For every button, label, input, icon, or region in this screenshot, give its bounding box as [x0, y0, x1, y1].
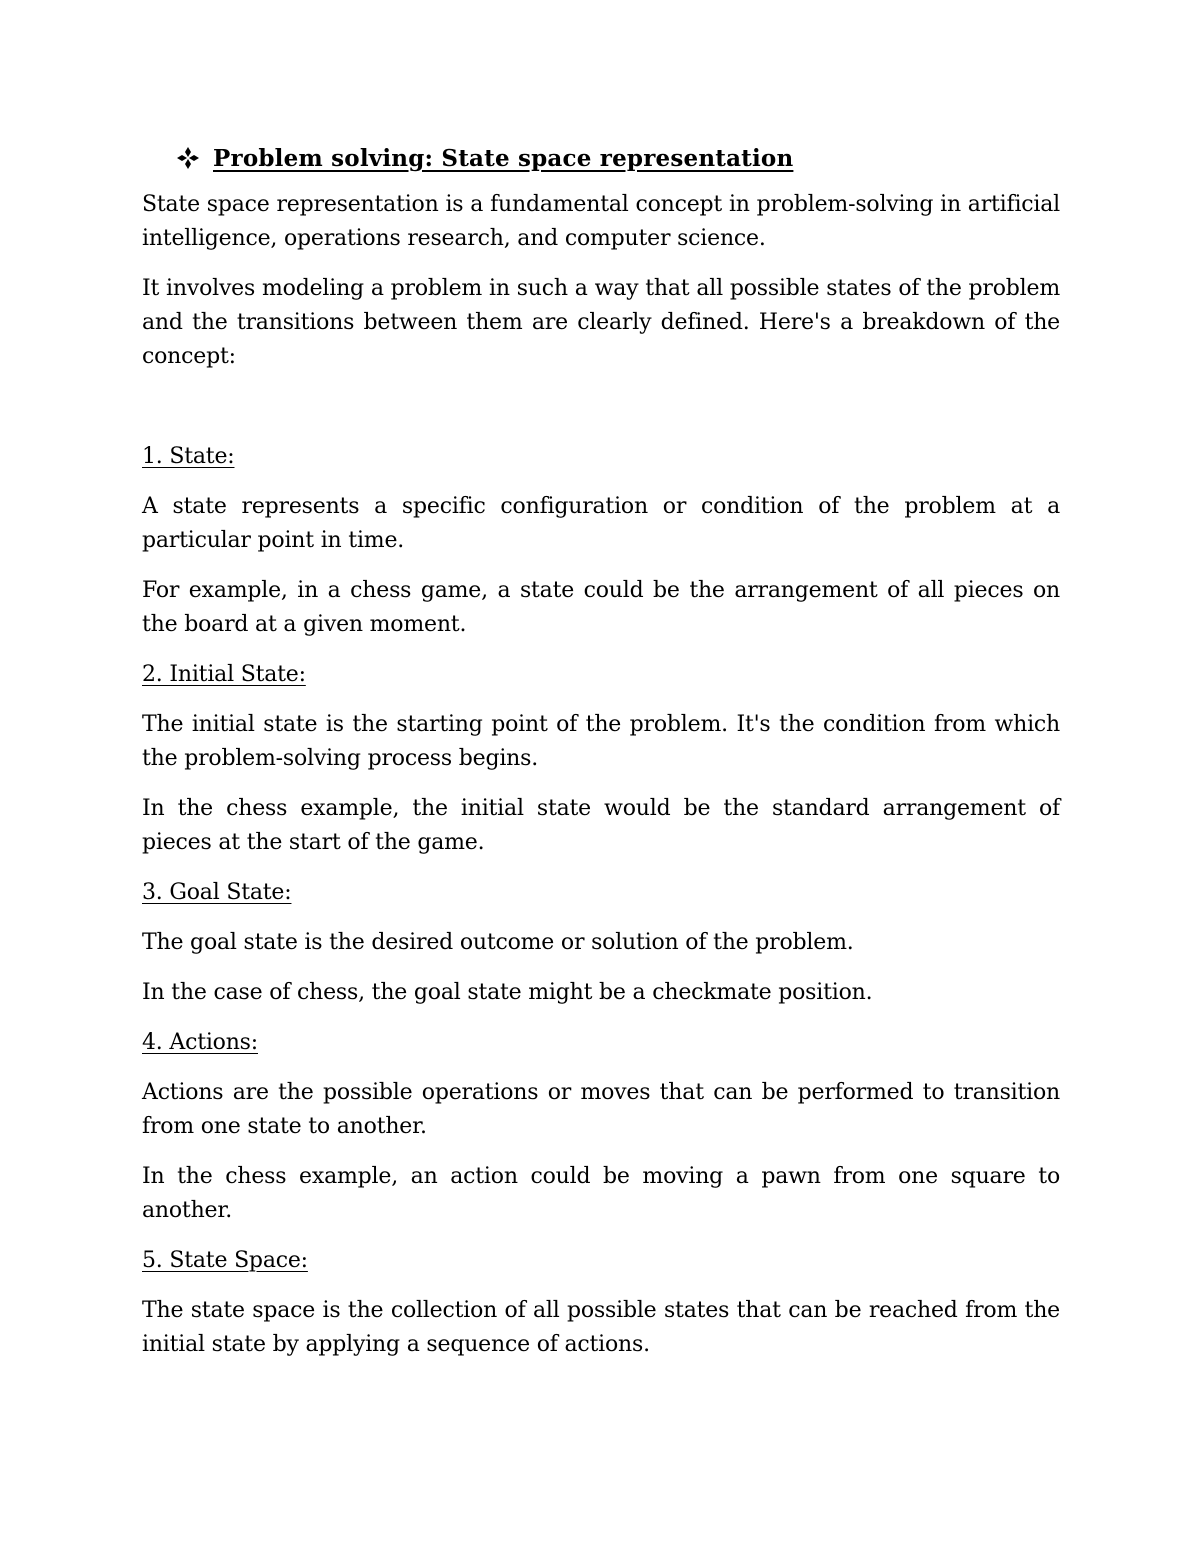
- section-actions-paragraph-2: In the chess example, an action could be moving a pawn from one square to another.: [142, 1164, 1060, 1223]
- section-state-paragraph-2: For example, in a chess game, a state could be the arrangement of all pieces on the board at a given moment.: [142, 578, 1060, 637]
- blank-line: [142, 390, 1060, 440]
- section-heading-state-space: 5. State Space:: [142, 1248, 308, 1273]
- section-initial-state-paragraph-1: The initial state is the starting point of the problem. It's the condition from which the problem-solving process begins.: [142, 712, 1060, 771]
- section-goal-state-paragraph-2: In the case of chess, the goal state might be a checkmate position.: [142, 980, 873, 1005]
- section-heading-actions: 4. Actions:: [142, 1030, 258, 1055]
- section-state-space-paragraph-1: The state space is the collection of all possible states that can be reached from the initial state by applying a sequence of actions.: [142, 1298, 1060, 1357]
- section-heading-initial-state: 2. Initial State:: [142, 662, 306, 687]
- four-diamond-bullet-icon: [177, 147, 199, 169]
- section-heading-goal-state: 3. Goal State:: [142, 880, 292, 905]
- section-initial-state-paragraph-2: In the chess example, the initial state would be the standard arrangement of pieces at the start of the game.: [142, 796, 1060, 855]
- document-page: [142, 138, 1060, 1378]
- intro-paragraph-2: It involves modeling a problem in such a way that all possible states of the problem and the transitions between them are clearly defined. Here's a breakdown of the concept:: [142, 276, 1060, 369]
- title-row: [177, 138, 1060, 178]
- intro-paragraph-1: State space representation is a fundamental concept in problem-solving in artificial intelligence, operations research, and computer science.: [142, 192, 1060, 251]
- section-actions-paragraph-1: Actions are the possible operations or moves that can be performed to transition from one state to another.: [142, 1080, 1060, 1139]
- document-title: Problem solving: State space representation: [213, 144, 794, 172]
- section-goal-state-paragraph-1: The goal state is the desired outcome or solution of the problem.: [142, 930, 854, 955]
- section-state-paragraph-1: A state represents a specific configuration or condition of the problem at a particular point in time.: [142, 494, 1060, 553]
- section-heading-state: 1. State:: [142, 444, 235, 469]
